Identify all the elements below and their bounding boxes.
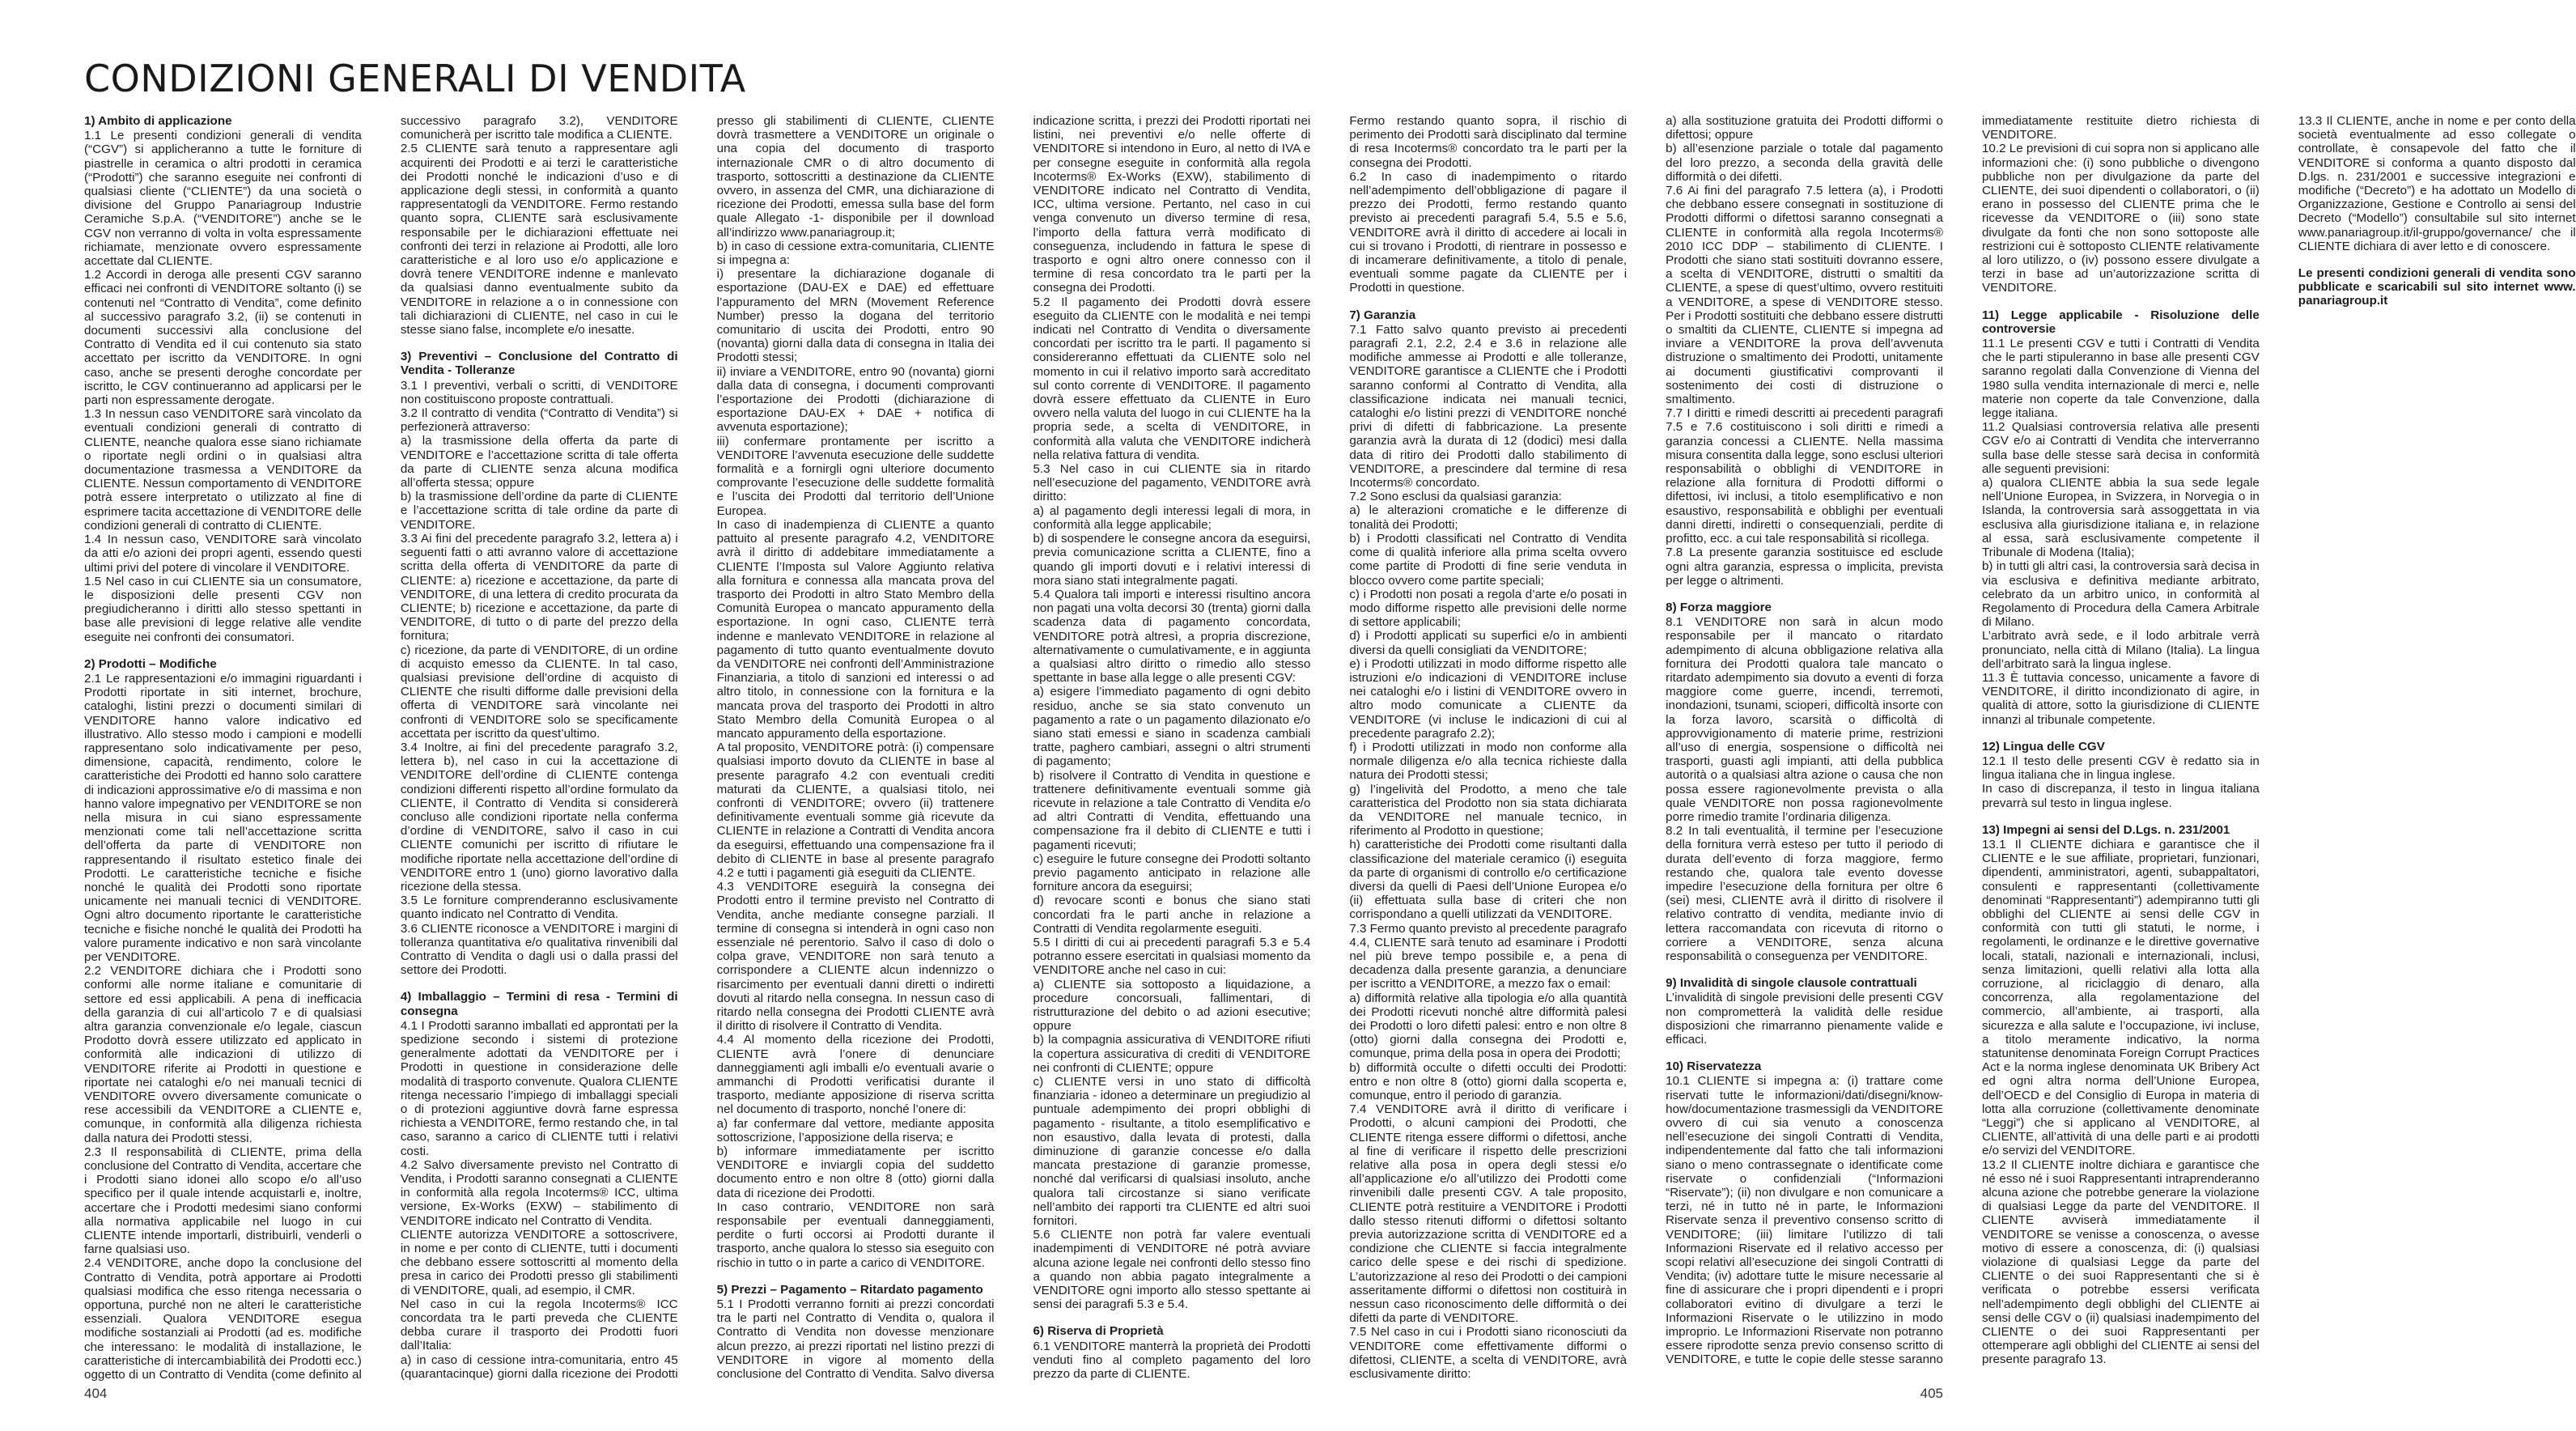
clause-paragraph: 3.3 Ai fini del precedente paragrafo 3.2, lettera a) i seguenti fatti o atti avranno valore di accettazione scritta della offerta di VENDITORE da parte di CLIENTE: a) ricezione e accettazione, da parte di VENDITORE, di una lettera di credito procurata da CLIENTE; b) ricezione e accettazione, da parte di VENDITORE, di tutto o di parte del prezzo della fornitura; bbox=[400, 531, 678, 643]
clause-paragraph: 13.3 Il CLIENTE, anche in nome e per conto della società eventualmente ad esso collegate o controllate, è consapevole del fatto che il VENDITORE si conforma a quanto disposto dal D.lgs. n. 231/2001 e successive integrazioni e modifiche (“Decreto”) e ha adottato un Modello di Organizzazione, Gestione e Controllo ai sensi del Decreto (“Modello”) consultabile sul sito internet www.panariagroup.it/il-gruppo/governance/ che il CLIENTE dichiara di aver letto e di conoscere. bbox=[2298, 114, 2576, 253]
clause-paragraph: 10.1 CLIENTE si impegna a: (i) trattare come riservati tutte le informazioni/dati/disegni/know-how/documentazione trasmessigli da VENDITORE ovvero di cui sia venuto a conoscenza nell’esecuzione dei singoli Contratti di Vendita, indipendentemente dal fatto che tali informazioni siano o meno contrassegnate o identificate come riservate o confidenziali (“Informazioni “Riservate”); (ii) non divulgare e non comunicare a terzi, né in tutto né in parte, le Informazioni Riservate senza il preventivo consenso scritto di VENDITORE; (iii) limitare l’utilizzo di tali Informazioni Riservate ed il relativo accesso per scopi relativi all’esecuzione dei singoli Contratti di Vendita; (iv) adottare tutte le misure necessarie al fine di assicurare che i propri dipendenti e i propri collaboratori evitino di divulgare a terzi le Informazioni Riservate o le utilizzino in modo improprio. Le Informazioni Riservate non potranno essere riprodotte senza previo consenso scritto di VENDITORE, e tutte le copie delle stesse saranno immediatamente restituite dietro richiesta di VENDITORE. bbox=[1666, 114, 2260, 1367]
clause-paragraph: b) all’esenzione parziale o totale dal pagamento del loro prezzo, a seconda della gravità delle difformità o dei difetti. bbox=[1666, 142, 1943, 184]
clause-paragraph: 4.2 Salvo diversamente previsto nel Contratto di Vendita, i Prodotti saranno consegnati a CLIENTE in conformità alla regola Incoterms® ICC, ultima versione, Ex-Works (EXW) – stabilimento di VENDITORE indicato nel Contratto di Vendita. bbox=[400, 1157, 678, 1228]
conditions-text bbox=[84, 114, 2576, 1395]
clause-paragraph: f) i Prodotti utilizzati in modo non conforme alla normale diligenza e/o alla tecnica richieste dalla natura dei Prodotti stessi; bbox=[1349, 740, 1628, 783]
clause-paragraph: b) la trasmissione dell’ordine da parte di CLIENTE e l’accettazione scritta di tale ordine da parte di VENDITORE. bbox=[400, 490, 678, 532]
section-heading: 4) Imballaggio – Termini di resa - Termini di consegna bbox=[400, 990, 678, 1018]
clause-paragraph: 2.2 VENDITORE dichiara che i Prodotti sono conformi alle norme italiane e comunitarie di settore ed essi applicabili. A pena di inefficacia della garanzia di cui all’articolo 7 e di qualsiasi altra garanzia convenzionale e/o legale, ciascun Prodotto dovrà essere utilizzato ed applicato in conformità alle indicazioni di utilizzo di VENDITORE riferite ai Prodotti in questione e riportate nei cataloghi e/o nei manuali tecnici di VENDITORE ovvero diversamente comunicate o rese accessibili da VENDITORE a CLIENTE e, comunque, in conformità alla diligenza richiesta dalla natura dei Prodotti stessi. bbox=[84, 964, 362, 1145]
document-title: CONDIZIONI GENERALI DI VENDITA bbox=[84, 57, 746, 100]
section-heading: 6) Riserva di Proprietà bbox=[1033, 1324, 1164, 1339]
clause-paragraph: a) far confermare dal vettore, mediante apposita sottoscrizione, l’apposizione della riserva; e bbox=[716, 1116, 995, 1144]
clause-paragraph: 10.2 Le previsioni di cui sopra non si applicano alle informazioni che: (i) sono pubbliche o divengono pubbliche non per divulgazione da parte del CLIENTE, dei suoi dipendenti o collaboratori, o (ii) erano in possesso del CLIENTE prima che le ricevesse da VENDITORE o (iii) sono state divulgate da fonti che non sono sottoposte alle restrizioni cui è sottoposto CLIENTE relativamente al loro utilizzo, o (iv) possono essere divulgate a terzi in base ad un’autorizzazione scritta di VENDITORE. bbox=[1981, 142, 2260, 295]
clause-paragraph: 1.5 Nel caso in cui CLIENTE sia un consumatore, le disposizioni delle presenti CGV non pregiudicheranno i diritti allo stesso spettanti in base alle previsioni di legge relative alle vendite eseguite nei confronti dei consumatori. bbox=[84, 574, 362, 644]
clause-paragraph: g) l’ingelività del Prodotto, a meno che tale caratteristica del Prodotto non sia stata dichiarata da VENDITORE nel manuale tecnico, in riferimento al Prodotto in questione; bbox=[1349, 782, 1628, 839]
clause-paragraph: 5.6 CLIENTE non potrà far valere eventuali inadempimenti di VENDITORE né potrà avviare alcuna azione legale nei confronti dello stesso fino a quando non abbia pagato integralmente a VENDITORE ogni importo allo stesso spettante ai sensi dei paragrafi 5.3 e 5.4. bbox=[1033, 1228, 1311, 1312]
clause-paragraph: b) in tutti gli altri casi, la controversia sarà decisa in via esclusiva e definitiva mediante arbitrato, celebrato da un arbitro unico, in conformità al Regolamento di Procedura della Camera Arbitrale di Milano. bbox=[1981, 559, 2260, 630]
clause-paragraph: 4.1 I Prodotti saranno imballati ed approntati per la spedizione secondo i sistemi di protezione generalmente adottati da VENDITORE per i Prodotti in questione in considerazione delle modalità di trasporto convenute. Qualora CLIENTE ritenga necessario l’impiego di imballaggi speciali o di protezioni aggiuntive dovrà farne espressa richiesta a VENDITORE, fermo restando che, in tal caso, saranno a carico di CLIENTE tutti i relativi costi. bbox=[400, 1018, 678, 1158]
clause-paragraph: a) alla sostituzione gratuita dei Prodotti difformi o difettosi; oppure bbox=[1666, 114, 1943, 142]
clause-paragraph: CLIENTE autorizza VENDITORE a sottoscrivere, in nome e per conto di CLIENTE, tutti i documenti che debbano essere sottoscritti al momento della presa in carico dei Prodotti presso gli stabilimenti di VENDITORE, quali, ad esempio, il CMR. bbox=[400, 1227, 678, 1297]
clause-paragraph: 4.3 VENDITORE eseguirà la consegna dei Prodotti entro il termine previsto nel Contratto di Vendita, anche mediante consegne parziali. Il termine di consegna si intenderà in ogni caso non essenziale né perentorio. Salvo il caso di dolo o colpa grave, VENDITORE non sarà tenuto a corrispondere a CLIENTE alcun indennizzo o risarcimento per eventuali danni diretti o indiretti dovuti al ritardo nella consegna. In nessun caso di ritardo nella consegna dei Prodotti CLIENTE avrà il diritto di risolvere il Contratto di Vendita. bbox=[716, 880, 995, 1034]
clause-paragraph: 3.6 CLIENTE riconosce a VENDITORE i margini di tolleranza quantitativa e/o qualitativa rinvenibili dal Contratto di Vendita o dagli usi o dalla prassi del settore dei Prodotti. bbox=[400, 921, 678, 978]
clause-paragraph: In caso di discrepanza, il testo in lingua italiana prevarrà sul testo in lingua inglese. bbox=[1981, 782, 2260, 810]
clause-paragraph: Fermo restando quanto sopra, il rischio di perimento dei Prodotti sarà disciplinato dal termine di resa Incoterms® concordato tra le parti per la consegna dei Prodotti. bbox=[1349, 114, 1628, 170]
clause-paragraph: i) presentare la dichiarazione doganale di esportazione (DAU-EX e DAE) ed effettuare l’appuramento del MRN (Movement Reference Number) presso la dogana del territorio comunitario di uscita dei Prodotti, entro 90 (novanta) giorni dalla data di consegna in Italia dei Prodotti stessi; bbox=[716, 267, 995, 365]
clause-paragraph: 2.5 CLIENTE sarà tenuto a rappresentare agli acquirenti dei Prodotti e ai terzi le caratteristiche dei Prodotti nonché le indicazioni d’uso e di applicazione degli stessi, in conformità a quanto rappresentatogli da VENDITORE. Fermo restando quanto sopra, CLIENTE sarà esclusivamente responsabile per le dichiarazioni effettuate nei confronti dei terzi in relazione ai Prodotti, alle loro caratteristiche e al loro uso e/o applicazione e dovrà tenere VENDITORE indenne e manlevato da qualsiasi danno eventualmente subito da VENDITORE in relazione a o in connessione con tali dichiarazioni di CLIENTE, nel caso in cui le stesse siano false, incomplete e/o inesatte. bbox=[400, 142, 678, 338]
clause-paragraph: 11.2 Qualsiasi controversia relativa alle presenti CGV e/o ai Contratti di Vendita che interverranno sulla base delle stesse sarà decisa in conformità alle seguenti previsioni: bbox=[1981, 420, 2260, 476]
clause-paragraph: 2.3 Il responsabilità di CLIENTE, prima della conclusione del Contratto di Vendita, accertare che i Prodotti siano idonei allo scopo e/o all’uso specifico per il quale intende acquistarli e, inoltre, accertare che i Prodotti medesimi siano conformi alla normativa applicabile nel luogo in cui CLIENTE intende importarli, distribuirli, venderli o farne qualsiasi uso. bbox=[84, 1144, 362, 1257]
clause-paragraph: 8.1 VENDITORE non sarà in alcun modo responsabile per il mancato o ritardato adempimento di alcuna obbligazione relativa alla fornitura dei Prodotti qualora tale mancato o ritardato adempimento sia dovuto a eventi di forza maggiore come guerre, incendi, terremoti, inondazioni, tsunami, scioperi, difficoltà insorte con la forza lavoro, scarsità o difficoltà di approvvigionamento di materie prime, restrizioni all’uso di energia, sospensione o difficoltà nei trasporti, guasti agli impianti, atti della pubblica autorità o a qualsiasi altra azione o causa che non possa essere ragionevolmente prevista o alla quale VENDITORE non possa ragionevolmente porre rimedio tramite l’ordinaria diligenza. bbox=[1666, 615, 1943, 824]
section-heading: 8) Forza maggiore bbox=[1666, 600, 1772, 614]
clause-paragraph: c) ricezione, da parte di VENDITORE, di un ordine di acquisto emesso da CLIENTE. In tal caso, qualsiasi previsione dell’ordine di acquisto di CLIENTE che risulti difforme dalle previsioni della offerta di VENDITORE sarà vincolante nei confronti di VENDITORE solo se specificamente accettata per iscritto da quest’ultimo. bbox=[400, 643, 678, 741]
clause-paragraph: 5.3 Nel caso in cui CLIENTE sia in ritardo nell’esecuzione del pagamento, VENDITORE avrà diritto: bbox=[1033, 462, 1311, 504]
clause-paragraph: 6.1 VENDITORE manterrà la proprietà dei Prodotti venduti fino al completo pagamento del loro prezzo da parte di CLIENTE. bbox=[1033, 1339, 1311, 1382]
publication-note: Le presenti condizioni generali di vendita sono pubblicate e scaricabili sul sito internet www. panariagroup.it bbox=[2298, 266, 2576, 308]
clause-paragraph: 2.1 Le rappresentazioni e/o immagini riguardanti i Prodotti riportate in siti internet, brochure, cataloghi, listini prezzi o documenti similari di VENDITORE hanno valore indicativo ed illustrativo. Allo stesso modo i campioni e modelli rappresentano solo indicativamente per peso, dimensione, capacità, rendimento, colore le caratteristiche dei Prodotti ed hanno solo carattere di indicazioni approssimative e/o di massima e non hanno valore impegnativo per VENDITORE se non nella misura in cui siano espressamente menzionati come tali nell’accettazione scritta dell’offerta da parte di VENDITORE non rappresentando il risultato estetico finale dei Prodotti. Le caratteristiche tecniche e fisiche nonché le qualità dei Prodotti sono riportate unicamente nei manuali tecnici di VENDITORE. Ogni altro documento riportante le caratteristiche tecniche e fisiche nonché le qualità dei Prodotti ha valore puramente indicativo e non sarà vincolante per VENDITORE. bbox=[84, 671, 362, 964]
clause-paragraph: h) caratteristiche dei Prodotti come risultanti dalla classificazione del materiale ceramico (i) eseguita da parte di organismi di controllo e/o certificazione diversi da quelli di Paesi dell’Unione Europea e/o (ii) effettuata sulla base di criteri che non corrispondano a quelli utilizzati da VENDITORE. bbox=[1349, 838, 1628, 922]
section-heading: 7) Garanzia bbox=[1349, 308, 1416, 322]
clause-paragraph: b) in caso di cessione extra-comunitaria, CLIENTE si impegna a: bbox=[716, 239, 995, 268]
clause-paragraph: c) i Prodotti non posati a regola d’arte e/o posati in modo difforme rispetto alle previsioni delle norme di settore applicabili; bbox=[1349, 587, 1628, 630]
section-heading: 2) Prodotti – Modifiche bbox=[84, 656, 217, 671]
clause-paragraph: 3.5 Le forniture comprenderanno esclusivamente quanto indicato nel Contratto di Vendita. bbox=[400, 894, 678, 922]
clause-paragraph: 3.2 Il contratto di vendita (“Contratto di Vendita”) si perfezionerà attraverso: bbox=[400, 406, 678, 435]
section-heading: 12) Lingua delle CGV bbox=[1981, 739, 2105, 754]
section-heading: 9) Invalidità di singole clausole contrattuali bbox=[1666, 976, 1917, 991]
clause-paragraph: 7.5 Nel caso in cui i Prodotti siano riconosciuti da VENDITORE come effettivamente difformi o difettosi, CLIENTE, a scelta di VENDITORE, avrà esclusivamente diritto: bbox=[1349, 1325, 1628, 1382]
clause-paragraph: 7.8 La presente garanzia sostituisce ed esclude ogni altra garanzia, espressa o implicita, prevista per legge o altrimenti. bbox=[1666, 546, 1943, 588]
clause-paragraph: In caso contrario, VENDITORE non sarà responsabile per eventuali danneggiamenti, perdite o furti occorsi ai Prodotti durante il trasporto, anche qualora lo stesso sia eseguito con rischio in tutto o in parte a carico di VENDITORE. bbox=[716, 1200, 995, 1270]
clause-paragraph: 11.3 È tuttavia concesso, unicamente a favore di VENDITORE, il diritto incondizionato di agire, in qualità di attore, sotto la giurisdizione di CLIENTE innanzi al tribunale competente. bbox=[1981, 670, 2260, 727]
clause-paragraph: a) in caso di cessione intra-comunitaria, entro 45 (quarantacinque) giorni dalla ricezione dei Prodotti presso gli stabilimenti di CLIENTE, CLIENTE dovrà trasmettere a VENDITORE un originale o una copia del documento di trasporto internazionale CMR o di altro documento di trasporto, sottoscritti a destinazione da CLIENTE ovvero, in assenza del CMR, una dichiarazione di ricezione dei Prodotti, emessa sulla base del form quale Allegato -1- disponibile per il download all’indirizzo www.panariagroup.it; bbox=[400, 114, 995, 1381]
clause-paragraph: e) i Prodotti utilizzati in modo difforme rispetto alle istruzioni e/o indicazioni di VENDITORE incluse nei cataloghi e/o i listini di VENDITORE ovvero in altro modo comunicate a CLIENTE da VENDITORE (vi incluse le indicazioni di cui al precedente paragrafo 2.2); bbox=[1349, 656, 1628, 741]
clause-paragraph: b) informare immediatamente per iscritto VENDITORE e inviargli copia del suddetto documento entro e non oltre 8 (otto) giorni dalla data di ricezione dei Prodotti. bbox=[716, 1144, 995, 1200]
clause-paragraph: 3.4 Inoltre, ai fini del precedente paragrafo 3.2, lettera b), nel caso in cui la accettazione di VENDITORE dell’ordine di CLIENTE contenga condizioni differenti rispetto all’ordine formulato da CLIENTE, il Contratto di Vendita si considererà concluso alle condizioni riportate nella conferma d’ordine di VENDITORE, salvo il caso in cui CLIENTE comunichi per iscritto di rifiutare le modifiche riportate nella accettazione dell’ordine di VENDITORE entro 1 (uno) giorno lavorativo dalla ricezione della stessa. bbox=[400, 740, 678, 894]
clause-paragraph: a) la trasmissione della offerta da parte di VENDITORE e l’accettazione scritta di tale offerta da parte di CLIENTE senza alcuna modifica all’offerta stessa; oppure bbox=[400, 434, 678, 490]
clause-paragraph: 13.1 Il CLIENTE dichiara e garantisce che il CLIENTE e le sue affiliate, proprietari, funzionari, dipendenti, amministratori, agenti, subappaltatori, consulenti e rappresentanti (collettivamente denominati “Rappresentanti”) adempiranno tutti gli obblighi del CLIENTE ai sensi delle CGV in conformità con tutti gli statuti, le norme, i regolamenti, le ordinanze e le direttive governative locali, statali, nazionali e internazionali, inclusi, senza limitazioni, quelli relativi alla lotta alla corruzione, al riciclaggio di denaro, alla concorrenza, alla regolamentazione del commercio, all’ambiente, ai trasporti, alla sicurezza e alla salute e l’occupazione, ivi incluse, a titolo meramente indicativo, la norma statunitense denominata Foreign Corrupt Practices Act e la norma inglese denominata UK Bribery Act ed ogni altra norma dell’Unione Europea, dell’OECD e del Consiglio di Europa in materia di lotta alla corruzione (collettivamente denominate “Leggi”) che si applicano al VENDITORE, al CLIENTE, all’attività di una delle parti e ai prodotti e/o servizi del VENDITORE. bbox=[1981, 837, 2260, 1158]
clause-paragraph: d) i Prodotti applicati su superfici e/o in ambienti diversi da quelli consigliati da VENDITORE; bbox=[1349, 629, 1628, 657]
clause-paragraph: b) difformità occulte o difetti occulti dei Prodotti: entro e non oltre 8 (otto) giorni dalla scoperta e, comunque, entro il periodo di garanzia. bbox=[1349, 1060, 1628, 1103]
clause-paragraph: L’arbitrato avrà sede, e il lodo arbitrale verrà pronunciato, nella città di Milano (Italia). La lingua dell’arbitrato sarà la lingua inglese. bbox=[1981, 629, 2260, 671]
clause-paragraph: a) difformità relative alla tipologia e/o alla quantità dei Prodotti ricevuti nonché altre difformità palesi dei Prodotti o loro difetti palesi: entro e non oltre 8 (otto) giorni dalla consegna dei Prodotti e, comunque, prima della posa in opera dei Prodotti; bbox=[1349, 991, 1628, 1061]
section-heading: 13) Impegni ai sensi del D.Lgs. n. 231/2001 bbox=[1981, 822, 2230, 837]
clause-paragraph: a) al pagamento degli interessi legali di mora, in conformità alla legge applicabile; bbox=[1033, 503, 1311, 532]
clause-paragraph: L’invalidità di singole previsioni delle presenti CGV non comprometterà la validità delle residue disposizioni che rimarranno pienamente valide e efficaci. bbox=[1666, 991, 1943, 1047]
page-number-left: 404 bbox=[84, 1386, 108, 1401]
clause-paragraph: b) la compagnia assicurativa di VENDITORE rifiuti la copertura assicurativa di crediti di VENDITORE nei confronti di CLIENTE; oppure bbox=[1033, 1033, 1311, 1075]
section-heading: 10) Riservatezza bbox=[1666, 1059, 1762, 1074]
clause-paragraph: 7.7 I diritti e rimedi descritti ai precedenti paragrafi 7.5 e 7.6 costituiscono i soli diritti e rimedi a garanzia concessi a CLIENTE. Nella massima misura consentita dalla legge, sono esclusi ulteriori responsabilità o obblighi di VENDITORE in relazione alla fornitura di Prodotti difformi o difettosi, ivi inclusi, a titolo esemplificativo e non esaustivo, responsabilità e obblighi per eventuali danni diretti, indiretti o consequenziali, perdite di profitto, ecc. a cui tale responsabilità si ricollega. bbox=[1666, 406, 1943, 546]
clause-paragraph: a) le alterazioni cromatiche e le differenze di tonalità dei Prodotti; bbox=[1349, 503, 1628, 532]
clause-paragraph: 8.2 In tali eventualità, il termine per l’esecuzione della fornitura verrà esteso per tutto il periodo di durata dell’evento di forza maggiore, fermo restando che, qualora tale evento dovesse impedire l’esecuzione della fornitura per oltre 6 (sei) mesi, CLIENTE avrà il diritto di risolvere il relativo contratto di vendita, mediante invio di lettera raccomandata con ricevuta di ritorno o corriere a VENDITORE, senza alcuna responsabilità o conseguenza per VENDITORE. bbox=[1666, 824, 1943, 963]
clause-paragraph: 2.4 VENDITORE, anche dopo la conclusione del Contratto di Vendita, potrà apportare ai Prodotti qualsiasi modifica che esso ritenga necessaria o opportuna, purché non ne alteri le caratteristiche essenziali. Qualora VENDITORE esegua modifiche sostanziali ai Prodotti (ad es. modifiche che interessano: le modalità di installazione, le caratteristiche di intercambiabilità dei Prodotti ecc.) oggetto di un Contratto di Vendita (come definito al successivo paragrafo 3.2), VENDITORE comunicherà per iscritto tale modifica a CLIENTE. bbox=[84, 114, 678, 1382]
clause-paragraph: a) CLIENTE sia sottoposto a liquidazione, a procedure concorsuali, fallimentari, di ristrutturazione del debito o ad azioni esecutive; oppure bbox=[1033, 977, 1311, 1034]
clause-paragraph: 5.4 Qualora tali importi e interessi risultino ancora non pagati una volta decorsi 30 (trenta) giorni dalla scadenza data di pagamento concordata, VENDITORE potrà altresì, a propria discrezione, alternativamente o cumulativamente, e in aggiunta a qualsiasi altro diritto o rimedio allo stesso spettante in base alla legge o alle presenti CGV: bbox=[1033, 587, 1311, 686]
clause-paragraph: b) i Prodotti classificati nel Contratto di Vendita come di qualità inferiore alla prima scelta ovvero come partite di Prodotti di fine serie venduta in blocco ovvero come partite speciali; bbox=[1349, 531, 1628, 588]
clause-paragraph: 7.1 Fatto salvo quanto previsto ai precedenti paragrafi 2.1, 2.2, 2.4 e 3.6 in relazione alle modifiche ammesse ai Prodotti e alle tolleranze, VENDITORE garantisce a CLIENTE che i Prodotti saranno conformi al Contratto di Vendita, alla classificazione indicata nei manuali tecnici, cataloghi e/o listini prezzi di VENDITORE nonché privi di difetti di fabbricazione. La presente garanzia avrà la durata di 12 (dodici) mesi dalla data di ritiro dei Prodotti dallo stabilimento di VENDITORE, a prescindere dal termine di resa Incoterms® concordato. bbox=[1349, 322, 1628, 490]
section-heading: 5) Prezzi – Pagamento – Ritardato pagamento bbox=[716, 1282, 983, 1297]
clause-paragraph: 3.1 I preventivi, verbali o scritti, di VENDITORE non costituiscono proposte contrattuali. bbox=[400, 378, 678, 406]
clause-paragraph: 7.4 VENDITORE avrà il diritto di verificare i Prodotti, o alcuni campioni dei Prodotti, che CLIENTE ritenga essere difformi o difettosi, anche al fine di verificare il rispetto delle prescrizioni relative alla posa in opera degli stessi e/o all’applicazione e/o all’utilizzo dei Prodotti come rinvenibili dalle presenti CGV. A tale proposito, CLIENTE potrà restituire a VENDITORE i Prodotti dallo stesso ritenuti difformi o difettosi soltanto previa autorizzazione scritta di VENDITORE ed a condizione che CLIENTE si faccia integralmente carico delle spese e dei rischi di spedizione. L’autorizzazione al reso dei Prodotti o dei campioni asseritamente difformi o difettosi non costituirà in nessun caso riconoscimento delle difformità o dei difetti da parte di VENDITORE. bbox=[1349, 1102, 1628, 1326]
clause-paragraph: 6.2 In caso di inadempimento o ritardo nell’adempimento dell’obbligazione di pagare il prezzo dei Prodotti, fermo restando quanto previsto ai precedenti paragrafi 5.4, 5.5 e 5.6, VENDITORE avrà il diritto di accedere ai locali in cui si trovano i Prodotti, di rientrare in possesso e di incamerare definitivamente, a titolo di penale, eventuali somme pagate da CLIENTE per i Prodotti in questione. bbox=[1349, 169, 1628, 295]
clause-paragraph: 7.2 Sono esclusi da qualsiasi garanzia: bbox=[1349, 490, 1562, 504]
clause-paragraph: 1.1 Le presenti condizioni generali di vendita (“CGV”) si applicheranno a tutte le forniture di piastrelle in ceramica o altri prodotti in ceramica (“Prodotti”) che saranno eseguite nei confronti di qualsiasi cliente (“CLIENTE”) da una società o divisione del Gruppo Panariagroup Industrie Ceramiche S.p.A. (“VENDITORE”) anche se le CGV non verranno di volta in volta espressamente richiamate, menzionate ovvero espressamente accettate dal CLIENTE. bbox=[84, 129, 362, 269]
clause-paragraph: c) eseguire le future consegne dei Prodotti soltanto previo pagamento anticipato in relazione alle forniture ancora da eseguirsi; bbox=[1033, 851, 1311, 894]
clause-paragraph: Nel caso in cui la regola Incoterms® ICC concordata tra le parti preveda che CLIENTE debba curare il trasporto dei Prodotti fuori dall’Italia: bbox=[400, 1297, 678, 1353]
clause-paragraph: 1.3 In nessun caso VENDITORE sarà vincolato da eventuali condizioni generali di contratto di CLIENTE, neanche qualora esse siano richiamate o riportate negli ordini o in qualsiasi altra documentazione trasmessa a VENDITORE da CLIENTE. Nessun comportamento di VENDITORE potrà essere interpretato o utilizzato al fine di esprimere tacita accettazione di VENDITORE delle condizioni generali di contratto di CLIENTE. bbox=[84, 407, 362, 533]
clause-paragraph: iii) confermare prontamente per iscritto a VENDITORE l’avvenuta esecuzione delle suddette formalità e a fornirgli ogni ulteriore documento comprovante l’esecuzione delle suddette formalità e l’uscita dei Prodotti dal territorio dell’Unione Europea. bbox=[716, 434, 995, 518]
clause-paragraph: b) di sospendere le consegne ancora da eseguirsi, previa comunicazione scritta a CLIENTE, fino a quando gli importi dovuti e i relativi interessi di mora siano stati integralmente pagati. bbox=[1033, 532, 1311, 588]
clause-paragraph: 5.2 Il pagamento dei Prodotti dovrà essere eseguito da CLIENTE con le modalità e nei tempi indicati nel Contratto di Vendita o diversamente concordati per iscritto tra le parti. Il pagamento si considereranno effettuati da CLIENTE solo nel momento in cui il relativo importo sarà accreditato sul conto corrente di VENDITORE. Il pagamento dovrà essere effettuato da CLIENTE in Euro ovvero nella valuta del luogo in cui CLIENTE ha la propria sede, a scelta di VENDITORE, in conformità alla valuta che VENDITORE indicherà nella relativa fattura di vendita. bbox=[1033, 295, 1311, 462]
section-heading: 3) Preventivi – Conclusione del Contratto di Vendita - Tolleranze bbox=[400, 350, 678, 378]
clause-paragraph: c) CLIENTE versi in uno stato di difficoltà finanziaria - idoneo a determinare un pregiudizio al puntuale adempimento dei propri obblighi di pagamento - risultante, a titolo esemplificativo e non esaustivo, dalla levata di protesti, dalla diminuzione di garanzie concesse e/o dalla mancata prestazione di garanzie promesse, nonché dal verificarsi di qualsiasi insoluto, anche qualora tali circostanze si siano verificate nell’ambito dei rapporti tra CLIENTE ed altri suoi fornitori. bbox=[1033, 1075, 1311, 1229]
clause-paragraph: 4.4 Al momento della ricezione dei Prodotti, CLIENTE avrà l’onere di denunciare danneggiamenti agli imballi e/o eventuali avarie o ammanchi di Prodotti verificatisi durante il trasporto, mediante apposizione di riserva scritta nel documento di trasporto, nonché l’onere di: bbox=[716, 1033, 995, 1117]
clause-paragraph: 1.4 In nessun caso, VENDITORE sarà vincolato da atti e/o azioni dei propri agenti, essendo questi ultimi privi del potere di vincolare il VENDITORE. bbox=[84, 533, 362, 575]
clause-paragraph: ii) inviare a VENDITORE, entro 90 (novanta) giorni dalla data di consegna, i documenti comprovanti l’esportazione dei Prodotti (dichiarazione di esportazione DAU-EX + DAE + notifica di avvenuta esportazione); bbox=[716, 364, 995, 435]
clause-paragraph: a) qualora CLIENTE abbia la sua sede legale nell’Unione Europea, in Svizzera, in Norvegia o in Islanda, la controversia sarà assoggettata in via esclusiva alla giurisdizione italiana e, in relazione al essa, sarà esclusivamente competente il Tribunale di Modena (Italia); bbox=[1981, 476, 2260, 560]
clause-paragraph: b) risolvere il Contratto di Vendita in questione e trattenere definitivamente eventuali somme già ricevute in relazione a tale Contratto di Vendita e/o ad altri Contratti di Vendita, effettuando una compensazione fra il debito di CLIENTE e tutti i pagamenti ricevuti; bbox=[1033, 768, 1311, 852]
clause-paragraph: 7.6 Ai fini del paragrafo 7.5 lettera (a), i Prodotti che debbano essere consegnati in sostituzione di Prodotti difformi o difettosi saranno consegnati a CLIENTE in conformità alla regola Incoterms® 2010 ICC DDP – stabilimento di CLIENTE. I Prodotti che siano stati sostituiti dovranno essere, a scelta di VENDITORE, distrutti o smaltiti da CLIENTE, a spese di quest’ultimo, ovvero restituiti a VENDITORE, a spese di VENDITORE stesso. Per i Prodotti sostituiti che debbano essere distrutti o smaltiti da CLIENTE, CLIENTE si impegna ad inviare a VENDITORE la prova dell’avvenuta distruzione o smaltimento dei Prodotti, unitamente ai documenti giustificativi comprovanti il sostenimento dei costi di distruzione o smaltimento. bbox=[1666, 184, 1943, 407]
clause-paragraph: 13.2 Il CLIENTE inoltre dichiara e garantisce che né esso né i suoi Rappresentanti intraprenderanno alcuna azione che potrebbe generare la violazione di qualsiasi Legge da parte del VENDITORE. Il CLIENTE avviserà immediatamente il VENDITORE se venisse a conoscenza, o avesse motivo di essere a conoscenza, di: (i) qualsiasi violazione di qualsiasi Legge da parte del CLIENTE o dei suoi Rappresentanti che si è verificata o potrebbe essersi verificata nell’adempimento degli obblighi del CLIENTE ai sensi delle CGV o (ii) qualsiasi inadempimento del CLIENTE o dei suoi Rappresentanti per ottemperare agli obblighi del CLIENTE ai sensi del presente paragrafo 13. bbox=[1981, 1157, 2260, 1367]
clause-paragraph: 11.1 Le presenti CGV e tutti i Contratti di Vendita che le parti stipuleranno in base alle presenti CGV saranno regolati dalla Convenzione di Vienna del 1980 sulla vendita internazionale di merci e, nelle materie non coperte da tale Convenzione, dalla legge italiana. bbox=[1981, 337, 2260, 421]
page-number-right: 405 bbox=[1920, 1386, 1943, 1401]
clause-paragraph: A tal proposito, VENDITORE potrà: (i) compensare qualsiasi importo dovuto da CLIENTE in base al presente paragrafo 4.2 con eventuali crediti maturati da CLIENTE, a qualsiasi titolo, nei confronti di VENDITORE; ovvero (ii) trattenere definitivamente eventuali somme già ricevute da CLIENTE in relazione a Contratti di Vendita ancora da eseguirsi, effettuando una compensazione fra il debito di CLIENTE in base al presente paragrafo 4.2 e tutti i pagamenti già eseguiti da CLIENTE. bbox=[716, 741, 995, 880]
clause-paragraph: 1.2 Accordi in deroga alle presenti CGV saranno efficaci nei confronti di VENDITORE soltanto (i) se contenuti nel “Contratto di Vendita”, come definito al successivo paragrafo 3.2, (ii) se contenuti in documenti successivi alla conclusione del Contratto di Vendita ed il cui contenuto sia stato accettato per iscritto da VENDITORE. In ogni caso, anche se presenti deroghe concordate per iscritto, le CGV continueranno ad applicarsi per le parti non espressamente derogate. bbox=[84, 268, 362, 408]
section-heading: 1) Ambito di applicazione bbox=[84, 114, 232, 128]
clause-paragraph: 7.3 Fermo quanto previsto al precedente paragrafo 4.4, CLIENTE sarà tenuto ad esaminare i Prodotti nel più breve tempo possibile e, a pena di decadenza dalla presente garanzia, a denunciare per iscritto a VENDITORE, a mezzo fax o email: bbox=[1349, 921, 1628, 992]
clause-paragraph: In caso di inadempienza di CLIENTE a quanto pattuito al presente paragrafo 4.2, VENDITORE avrà il diritto di addebitare immediatamente a CLIENTE l’Imposta sul Valore Aggiunto relativa alla fornitura e connessa alla mancata prova del trasporto dei Prodotti in altro Stato Membro della Comunità Europea o mancato appuramento della esportazione. In ogni caso, CLIENTE terrà indenne e manlevato VENDITORE in relazione al pagamento di tutto quanto eventualmente dovuto da VENDITORE nei confronti dell’Amministrazione Finanziaria, a titolo di sanzioni ed interessi o ad altro titolo, in connessione con la fornitura e la mancata prova del trasporto dei Prodotti in altro Stato Membro della Comunità Europea o al mancato appuramento della esportazione. bbox=[716, 517, 995, 741]
section-heading: 11) Legge applicabile - Risoluzione delle controversie bbox=[1981, 308, 2260, 336]
clause-paragraph: d) revocare sconti e bonus che siano stati concordati fra le parti anche in relazione a Contratti di Vendita regolarmente eseguiti. bbox=[1033, 894, 1311, 936]
clause-paragraph: 12.1 Il testo delle presenti CGV è redatto sia in lingua italiana che in lingua inglese. bbox=[1981, 754, 2260, 783]
clause-paragraph: 5.1 I Prodotti verranno forniti ai prezzi concordati tra le parti nel Contratto di Vendita o, qualora il Contratto di Vendita non dovesse menzionare alcun prezzo, ai prezzi riportati nel listino prezzi di VENDITORE in vigore al momento della conclusione del Contratto di Vendita. Salvo diversa indicazione scritta, i prezzi dei Prodotti riportati nei listini, nei preventivi e/o nelle offerte di VENDITORE si intendono in Euro, al netto di IVA e per consegne eseguite in conformità alla regola Incoterms® Ex-Works (EXW), stabilimento di VENDITORE indicato nel Contratto di Vendita, ICC, ultima versione. Pertanto, nel caso in cui venga convenuto un diverso termine di resa, l’importo della fattura verrà modificato di conseguenza, includendo in fattura le spese di trasporto e ogni altro onere connesso con il termine di resa concordato tra le parti per la consegna dei Prodotti. bbox=[716, 114, 1311, 1382]
clause-paragraph: 5.5 I diritti di cui ai precedenti paragrafi 5.3 e 5.4 potranno essere esercitati in qualsiasi momento da VENDITORE anche nel caso in cui: bbox=[1033, 935, 1311, 978]
clause-paragraph: a) esigere l’immediato pagamento di ogni debito residuo, anche se sia stato convenuto un pagamento a rate o un pagamento dilazionato e/o siano stati emessi e siano in scadenza cambiali tratte, paghero cambiari, assegni o altri strumenti di pagamento; bbox=[1033, 685, 1311, 769]
